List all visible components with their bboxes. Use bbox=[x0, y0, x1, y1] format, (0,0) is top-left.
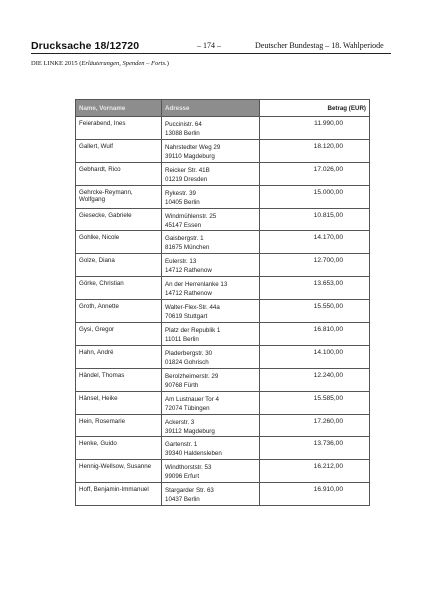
doc-number: 12720 bbox=[109, 40, 140, 52]
address-city: 14712 Rathenow bbox=[165, 290, 212, 298]
table-row bbox=[76, 139, 370, 162]
donor-address bbox=[162, 117, 260, 140]
table-row bbox=[76, 300, 370, 323]
donations-table bbox=[75, 99, 370, 506]
address-street: Nahrstedter Weg 29 bbox=[165, 143, 221, 151]
table-header-row bbox=[76, 100, 370, 117]
donation-amount: 12.240,00 bbox=[260, 368, 370, 391]
address-street: Walter-Flex-Str. 44a bbox=[165, 304, 220, 312]
donor-name: Hänsel, Heike bbox=[76, 391, 162, 414]
address-street: Rykestr. 39 bbox=[165, 189, 196, 197]
address-city: 01219 Dresden bbox=[165, 175, 208, 183]
address-city: 81675 München bbox=[165, 244, 210, 252]
table-row bbox=[76, 117, 370, 140]
donation-amount: 17.026,00 bbox=[260, 162, 370, 185]
donation-amount: 12.700,00 bbox=[260, 254, 370, 277]
page-header bbox=[0, 40, 424, 52]
subtitle-suffix: ) bbox=[166, 60, 169, 67]
donor-address bbox=[162, 185, 260, 208]
donation-amount: 18.120,00 bbox=[260, 139, 370, 162]
address-city: 10437 Berlin bbox=[165, 496, 200, 504]
table-row bbox=[76, 391, 370, 414]
donor-name: Händel, Thomas bbox=[76, 368, 162, 391]
table-row bbox=[76, 460, 370, 483]
address-street: Berolzheimerstr. 29 bbox=[165, 372, 219, 380]
donation-amount: 14.100,00 bbox=[260, 345, 370, 368]
address-street: Pladerbergstr. 30 bbox=[165, 349, 213, 357]
donor-address bbox=[162, 437, 260, 460]
address-city: 45147 Essen bbox=[165, 221, 202, 229]
table-row bbox=[76, 368, 370, 391]
donor-name: Hein, Rosemarie bbox=[76, 414, 162, 437]
section-subtitle bbox=[31, 60, 169, 67]
donor-address bbox=[162, 162, 260, 185]
table-row bbox=[76, 185, 370, 208]
donor-address bbox=[162, 483, 260, 506]
address-street: Platz der Republik 1 bbox=[165, 327, 221, 335]
parliament-label: Deutscher Bundestag – 18. Wahlperiode bbox=[255, 41, 384, 50]
address-street: Gaisbergstr. 1 bbox=[165, 235, 204, 243]
donor-name: Golze, Diana bbox=[76, 254, 162, 277]
address-city: 90768 Fürth bbox=[165, 381, 199, 389]
donor-address bbox=[162, 300, 260, 323]
donor-address bbox=[162, 254, 260, 277]
donation-amount: 10.815,00 bbox=[260, 208, 370, 231]
address-street: Puccinistr. 64 bbox=[165, 121, 202, 128]
donor-address bbox=[162, 460, 260, 483]
subtitle-italic: Erläuterungen, Spenden – Forts. bbox=[81, 60, 167, 67]
table-row bbox=[76, 162, 370, 185]
table-body bbox=[76, 117, 370, 506]
donor-name: Gallert, Wulf bbox=[76, 139, 162, 162]
column-header-address: Adresse bbox=[162, 100, 260, 117]
donation-amount: 17.260,00 bbox=[260, 414, 370, 437]
table-row bbox=[76, 208, 370, 231]
table-row bbox=[76, 231, 370, 254]
donation-amount: 15.585,00 bbox=[260, 391, 370, 414]
donation-amount: 15.550,00 bbox=[260, 300, 370, 323]
address-street: Windmühlenstr. 25 bbox=[165, 212, 217, 220]
donation-amount: 13.653,00 bbox=[260, 277, 370, 300]
table-row bbox=[76, 414, 370, 437]
donor-name: Groth, Annette bbox=[76, 300, 162, 323]
donor-address bbox=[162, 323, 260, 346]
donor-name: Görke, Christian bbox=[76, 277, 162, 300]
address-city: 72074 Tübingen bbox=[165, 404, 210, 412]
donor-name: Gebhardt, Rico bbox=[76, 162, 162, 185]
donor-address bbox=[162, 391, 260, 414]
address-street: Windthorststr. 53 bbox=[165, 464, 212, 472]
address-city: 70619 Stuttgart bbox=[165, 313, 208, 321]
donor-address bbox=[162, 208, 260, 231]
column-header-name: Name, Vorname bbox=[76, 100, 162, 117]
table-row bbox=[76, 254, 370, 277]
donor-address bbox=[162, 139, 260, 162]
address-city: 39110 Magdeburg bbox=[165, 152, 215, 160]
donor-address bbox=[162, 368, 260, 391]
address-city: 39340 Haldensleben bbox=[165, 450, 222, 458]
address-city: 10405 Berlin bbox=[165, 198, 200, 206]
document-number bbox=[31, 40, 139, 52]
donor-name: Gysi, Gregor bbox=[76, 323, 162, 346]
donation-amount: 16.910,00 bbox=[260, 483, 370, 506]
donor-address bbox=[162, 277, 260, 300]
donation-amount: 16.212,00 bbox=[260, 460, 370, 483]
address-city: 99096 Erfurt bbox=[165, 473, 200, 481]
address-street: An der Herrenlanke 13 bbox=[165, 281, 228, 289]
donor-name: Gehrcke-Reymann, Wolfgang bbox=[76, 185, 162, 208]
address-street: Reicker Str. 41B bbox=[165, 166, 210, 174]
page-number: – 174 – bbox=[197, 41, 221, 50]
donor-name: Hennig-Wellsow, Susanne bbox=[76, 460, 162, 483]
column-header-amount: Betrag (EUR) bbox=[260, 100, 370, 117]
address-street: Gartenstr. 1 bbox=[165, 441, 198, 449]
donor-address bbox=[162, 414, 260, 437]
donor-name: Henke, Guido bbox=[76, 437, 162, 460]
donation-amount: 15.000,00 bbox=[260, 185, 370, 208]
address-street: Stargarder Str. 63 bbox=[165, 487, 214, 495]
table-row bbox=[76, 483, 370, 506]
header-rule bbox=[31, 53, 391, 54]
subtitle-prefix: DIE LINKE 2015 ( bbox=[31, 60, 82, 67]
donor-name: Hahn, André bbox=[76, 345, 162, 368]
donor-name: Feierabend, Ines bbox=[76, 117, 162, 140]
donation-amount: 11.990,00 bbox=[260, 117, 370, 140]
address-city: 39112 Magdeburg bbox=[165, 427, 215, 435]
donor-name: Hoff, Benjamin-Immanuel bbox=[76, 483, 162, 506]
donation-amount: 14.170,00 bbox=[260, 231, 370, 254]
address-street: Am Lustnauer Tor 4 bbox=[165, 395, 219, 403]
table-row bbox=[76, 437, 370, 460]
donor-address bbox=[162, 231, 260, 254]
donation-amount: 16.810,00 bbox=[260, 323, 370, 346]
address-city: 13088 Berlin bbox=[165, 130, 200, 137]
donor-name: Gohlke, Nicole bbox=[76, 231, 162, 254]
donor-name: Giesecke, Gabriele bbox=[76, 208, 162, 231]
address-city: 01824 Gohrisch bbox=[165, 358, 209, 366]
donor-address bbox=[162, 345, 260, 368]
table-row bbox=[76, 345, 370, 368]
doc-label: Drucksache 18/ bbox=[31, 40, 110, 52]
address-city: 14712 Rathenow bbox=[165, 267, 212, 275]
address-street: Ackerstr. 3 bbox=[165, 418, 195, 426]
donation-amount: 13.736,00 bbox=[260, 437, 370, 460]
table-row bbox=[76, 277, 370, 300]
address-street: Eulerstr. 13 bbox=[165, 258, 197, 266]
table-row bbox=[76, 323, 370, 346]
address-city: 11011 Berlin bbox=[165, 336, 199, 344]
